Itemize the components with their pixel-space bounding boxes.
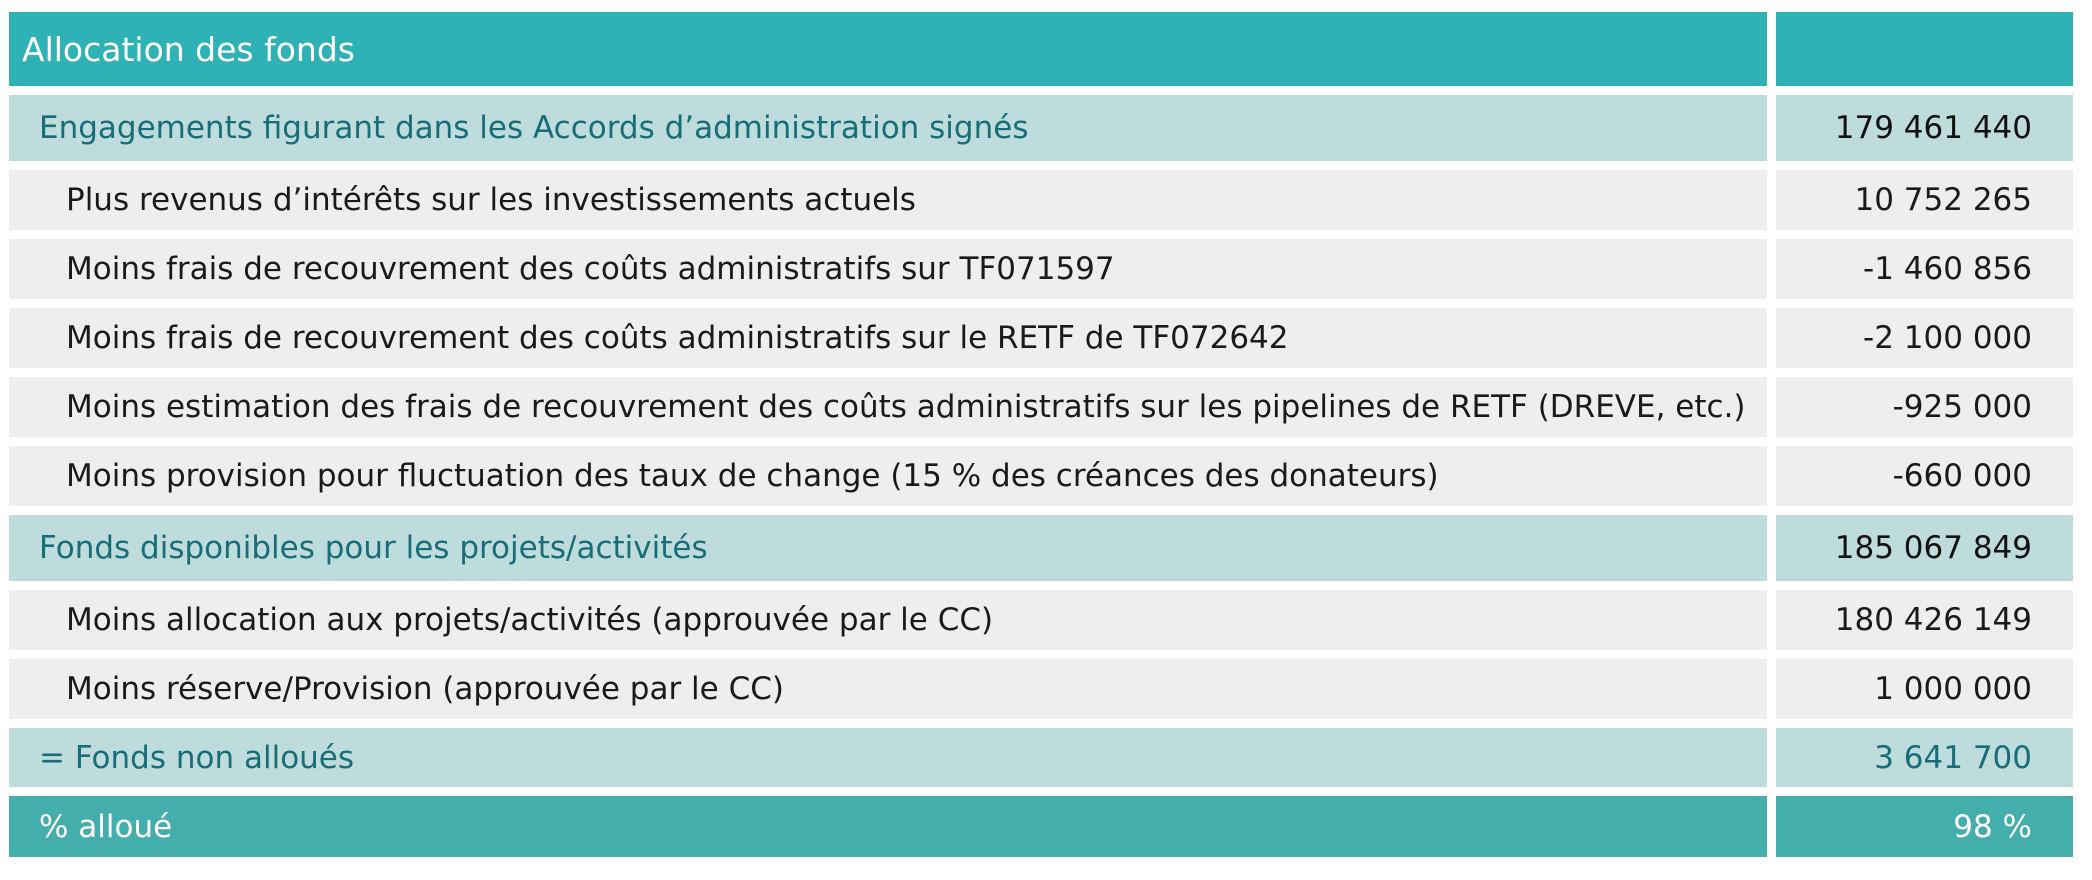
- row-label: Moins frais de recouvrement des coûts administratifs sur le RETF de TF072642: [9, 308, 1767, 368]
- table-row-commitments: [9, 95, 2073, 161]
- table-row-admin-fee-tf072642: [9, 308, 2073, 368]
- table-footer-row: [9, 796, 2073, 857]
- table-title: Allocation des fonds: [9, 12, 1767, 86]
- row-value: -2 100 000: [1776, 308, 2073, 368]
- row-label: Moins provision pour fluctuation des taux de change (15 % des créances des donateurs): [9, 446, 1767, 506]
- percent-allocated-value: 98 %: [1776, 796, 2073, 857]
- row-value: 185 067 849: [1776, 515, 2073, 581]
- table-row-project-allocation: [9, 590, 2073, 650]
- row-label: Moins réserve/Provision (approuvée par le CC): [9, 659, 1767, 719]
- row-label: Fonds disponibles pour les projets/activités: [9, 515, 1767, 581]
- row-label: = Fonds non alloués: [9, 728, 1767, 787]
- row-label: Engagements figurant dans les Accords d’administration signés: [9, 95, 1767, 161]
- table-row-exchange-provision: [9, 446, 2073, 506]
- row-label: Moins estimation des frais de recouvrement des coûts administratifs sur les pipelines de RETF (DREVE, etc.): [9, 377, 1767, 437]
- row-value: -660 000: [1776, 446, 2073, 506]
- row-label: Moins allocation aux projets/activités (approuvée par le CC): [9, 590, 1767, 650]
- table-row-admin-fee-pipelines: [9, 377, 2073, 437]
- row-value: 10 752 265: [1776, 170, 2073, 230]
- row-value: 1 000 000: [1776, 659, 2073, 719]
- row-value: -1 460 856: [1776, 239, 2073, 299]
- table-row-admin-fee-tf071597: [9, 239, 2073, 299]
- row-label: Plus revenus d’intérêts sur les investissements actuels: [9, 170, 1767, 230]
- table-header-row: [9, 12, 2073, 86]
- table-row-reserve: [9, 659, 2073, 719]
- table-row-unallocated: [9, 728, 2073, 787]
- row-value: 180 426 149: [1776, 590, 2073, 650]
- row-value: 3 641 700: [1776, 728, 2073, 787]
- table-row-available-funds: [9, 515, 2073, 581]
- row-value: -925 000: [1776, 377, 2073, 437]
- percent-allocated-label: % alloué: [9, 796, 1767, 857]
- fund-allocation-table: [9, 12, 2073, 866]
- header-value-cell: [1776, 12, 2073, 86]
- row-value: 179 461 440: [1776, 95, 2073, 161]
- row-label: Moins frais de recouvrement des coûts administratifs sur TF071597: [9, 239, 1767, 299]
- table-row-interest-income: [9, 170, 2073, 230]
